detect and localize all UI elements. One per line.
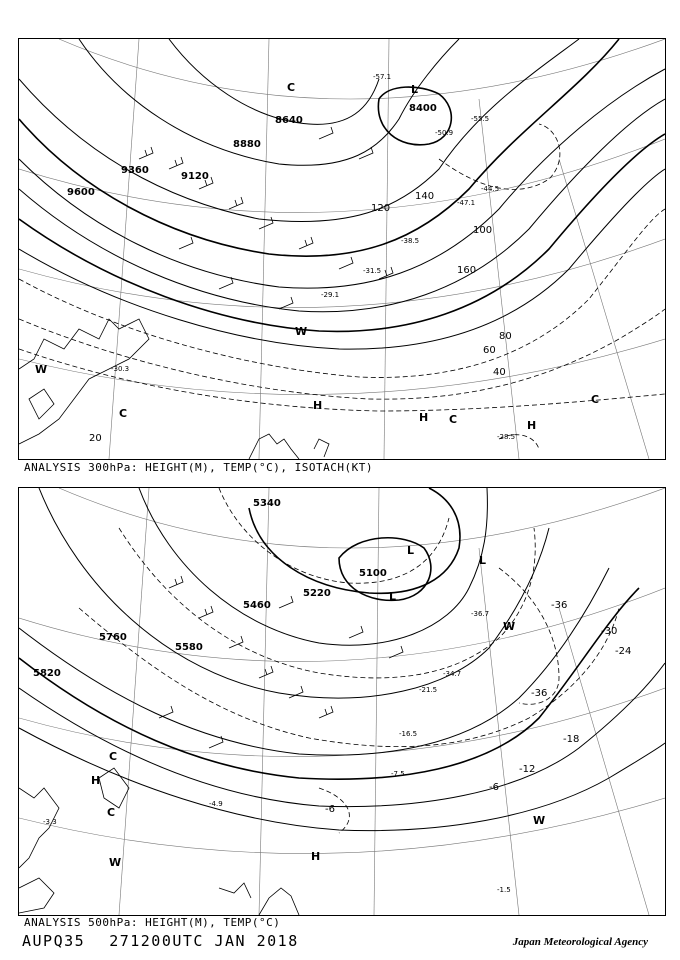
center-marker: H (311, 850, 321, 863)
station-value: -3.3 (43, 818, 57, 826)
height-label-5580: 5580 (175, 642, 203, 653)
map-panel-300hpa (18, 38, 666, 460)
caption-300hpa: ANALYSIS 300hPa: HEIGHT(M), TEMP(°C), ISOTACH(KT) (24, 461, 374, 474)
map-500hpa-svg (19, 488, 665, 915)
station-value: -34.7 (443, 670, 462, 678)
isotach-labels (89, 191, 512, 444)
height-label-9600: 9600 (67, 187, 95, 198)
temp-value: -55.5 (471, 115, 490, 123)
map-panel-500hpa (18, 487, 666, 916)
station-value: -36.7 (471, 610, 490, 618)
valid-time: 271200UTC JAN 2018 (109, 932, 299, 950)
center-marker: C (107, 806, 116, 819)
station-value: -1.5 (497, 886, 511, 894)
center-marker: C (109, 750, 118, 763)
center-marker: H (313, 399, 323, 412)
station-value: -21.5 (419, 686, 438, 694)
center-marker: W (295, 325, 308, 338)
isotherm-label: -12 (519, 764, 536, 775)
isotach-label-80: 80 (499, 331, 512, 342)
center-marker: W (109, 856, 122, 869)
center-marker: H (91, 774, 101, 787)
station-value: -4.9 (209, 800, 223, 808)
center-marker: H (419, 411, 429, 424)
center-marker: H (527, 419, 537, 432)
height-label-5820: 5820 (33, 668, 61, 679)
temperature-plots (111, 73, 515, 441)
center-marker: L (407, 544, 415, 557)
station-value: -16.5 (399, 730, 418, 738)
coastline (19, 319, 329, 459)
temp-value: -30.3 (111, 365, 130, 373)
height-label-8400: 8400 (409, 103, 437, 114)
height-label-5760: 5760 (99, 632, 127, 643)
isotach-label-120: 120 (371, 203, 391, 214)
height-labels (33, 498, 387, 679)
height-label-8640: 8640 (275, 115, 303, 126)
isotach-label-160: 160 (457, 265, 477, 276)
height-label-5100: 5100 (359, 568, 387, 579)
latlon-grid (19, 488, 665, 915)
center-marker: C (287, 81, 296, 94)
center-marker: C (119, 407, 128, 420)
height-label-5340: 5340 (253, 498, 281, 509)
temp-value: -28.5 (497, 433, 516, 441)
isotherm-contours (79, 488, 619, 833)
center-marker: W (503, 620, 516, 633)
center-marker: L (411, 83, 419, 96)
temp-value: -50.9 (435, 129, 454, 137)
chart-identifier (22, 932, 323, 950)
isotach-label-140: 140 (415, 191, 435, 202)
isotherm-labels (325, 600, 631, 815)
isotherm-label: -18 (563, 734, 580, 745)
isotherm-label: -24 (615, 646, 632, 657)
height-label-5220: 5220 (303, 588, 331, 599)
isotherm-label: -36 (551, 600, 568, 611)
height-label-5460: 5460 (243, 600, 271, 611)
height-label-9360: 9360 (121, 165, 149, 176)
isotherm-label: -6 (325, 804, 335, 815)
isotherm-label: -6 (489, 782, 499, 793)
caption-500hpa: ANALYSIS 500hPa: HEIGHT(M), TEMP(°C) (24, 916, 281, 929)
product-code: AUPQ35 (22, 932, 86, 950)
temp-value: -29.1 (321, 291, 340, 299)
station-value: -7.5 (391, 770, 405, 778)
temp-value: -57.1 (373, 73, 392, 81)
temp-value: -44.5 (481, 185, 500, 193)
temp-value: -31.5 (363, 267, 382, 275)
latlon-grid (19, 39, 665, 459)
center-marker: W (35, 363, 48, 376)
height-label-8880: 8880 (233, 139, 261, 150)
height-labels (67, 103, 437, 198)
agency-credit: Japan Meteorological Agency (512, 936, 648, 948)
coastline (19, 768, 299, 915)
isotach-label-100: 100 (473, 225, 493, 236)
temp-value: -38.5 (401, 237, 420, 245)
map-300hpa-svg (19, 39, 665, 459)
center-marker: W (533, 814, 546, 827)
height-label-9120: 9120 (181, 171, 209, 182)
isotach-label-40: 40 (493, 367, 506, 378)
center-marker: L (389, 590, 397, 603)
isotach-label-20: 20 (89, 433, 102, 444)
isotherm-label: -36 (531, 688, 548, 699)
temp-value: -47.1 (457, 199, 476, 207)
center-marker: L (479, 554, 487, 567)
isotherm-label: -30 (601, 626, 618, 637)
isotach-label-60: 60 (483, 345, 496, 356)
center-marker: C (449, 413, 458, 426)
center-marker: C (591, 393, 600, 406)
wind-barbs (159, 576, 403, 748)
height-contours (19, 488, 665, 831)
